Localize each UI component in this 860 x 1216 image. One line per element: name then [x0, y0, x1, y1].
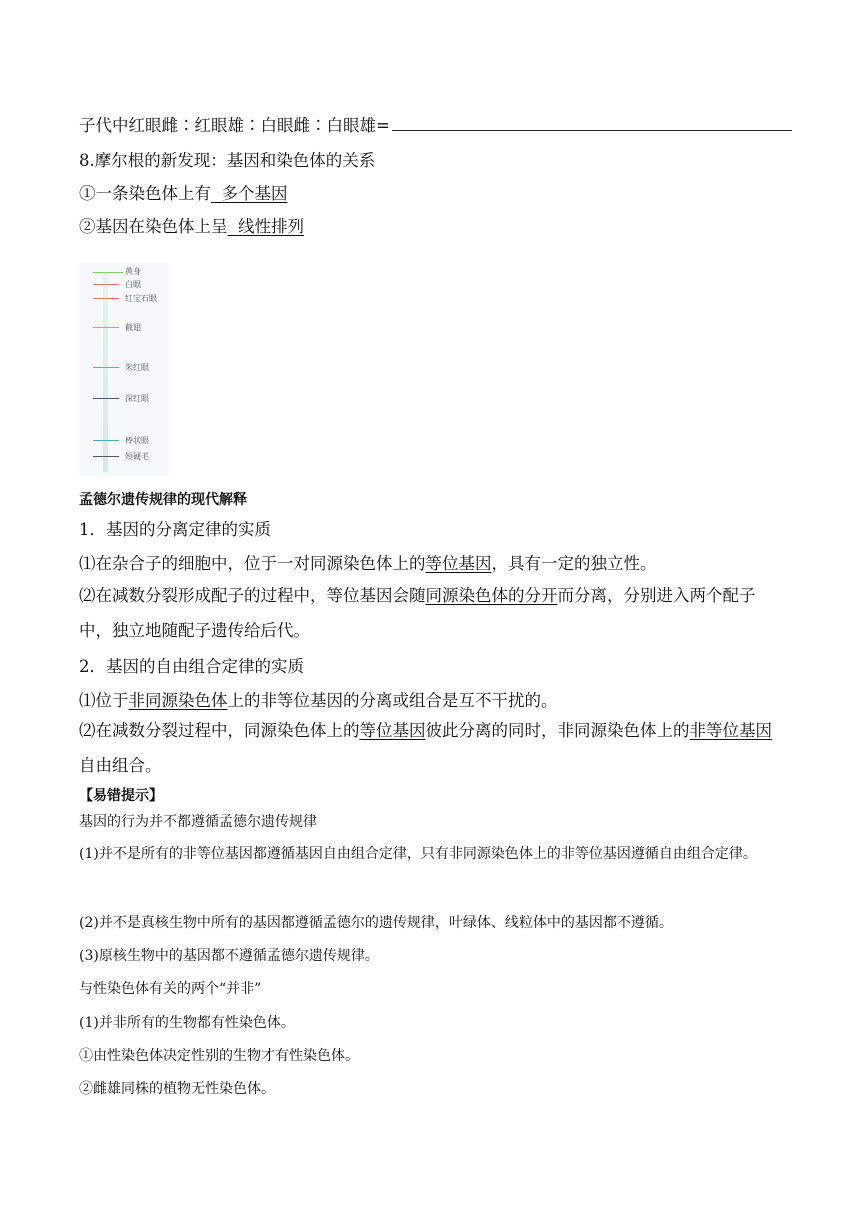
tip-line: 基因的行为并不都遵循孟德尔遗传规律	[79, 814, 317, 830]
text-span: 而分离，分别进入两个配子中，独立地随配子遗传给后代。	[79, 586, 756, 640]
answer-allele: 等位基因	[425, 554, 492, 573]
gene-band	[93, 298, 119, 299]
item-2-prefix: ②基因在染色体上呈	[79, 217, 228, 236]
text-span: 上的非等位基因的分离或组合是互不干扰的。	[227, 691, 558, 710]
segregation-point-2	[79, 578, 781, 648]
gene-label: 黄身	[125, 267, 141, 276]
tip-line: (2)并不是真核生物中所有的基因都遵循孟德尔的遗传规律，叶绿体、线粒体中的基因都不遵循。	[79, 915, 673, 931]
answer-allele-2: 等位基因	[359, 721, 426, 740]
gene-band	[93, 456, 119, 457]
gene-label: 红宝石眼	[125, 294, 157, 303]
text-span: 自由组合。	[79, 756, 162, 775]
text-span: ⑴位于	[79, 691, 129, 710]
gene-label: 棒状眼	[125, 436, 149, 445]
tip-line: ②雌雄同株的植物无性染色体。	[79, 1081, 275, 1097]
tip-line: ①由性染色体决定性别的生物才有性染色体。	[79, 1048, 359, 1064]
text-span: ，具有一定的独立性。	[491, 554, 657, 573]
text-span: 彼此分离的同时，非同源染色体上的	[425, 721, 690, 740]
gene-band	[93, 272, 123, 273]
answer-blank	[392, 114, 792, 131]
answer-homolog-separation: 同源染色体的分开	[425, 586, 558, 605]
text-span: ⑴在杂合子的细胞中，位于一对同源染色体上的	[79, 554, 426, 573]
gene-label: 白眼	[125, 280, 141, 289]
independent-assortment-title: 2．基因的自由组合定律的实质	[79, 657, 304, 676]
gene-label: 朱红眼	[125, 363, 149, 372]
assortment-point-1	[79, 687, 558, 711]
assortment-point-2	[79, 713, 781, 783]
segregation-point-1	[79, 550, 657, 574]
section-8-item-2	[79, 213, 304, 237]
tip-line: (1)并非所有的生物都有性染色体。	[79, 1015, 295, 1031]
gene-band	[93, 284, 119, 285]
tip-line: (1)并不是所有的非等位基因都遵循基因自由组合定律，只有非同源染色体上的非等位基因遵循自由组合定律。	[79, 846, 757, 862]
gene-band	[93, 440, 119, 441]
tip-line: (3)原核生物中的基因都不遵循孟德尔遗传规律。	[79, 948, 379, 964]
answer-non-allele: 非等位基因	[689, 721, 772, 740]
text-span: ⑵在减数分裂形成配子的过程中，等位基因会随	[79, 586, 426, 605]
section-8-title: 8.摩尔根的新发现：基因和染色体的关系	[79, 151, 376, 170]
chromosome-bar	[103, 272, 108, 472]
section-8-item-1	[79, 180, 288, 204]
segregation-law-title: 1．基因的分离定律的实质	[79, 520, 271, 539]
offspring-ratio-text: 子代中红眼雌∶红眼雄∶白眼雌∶白眼雄=	[79, 116, 390, 135]
offspring-ratio-line	[79, 112, 792, 136]
item-1-answer: 多个基因	[211, 184, 288, 203]
item-1-prefix: ①一条染色体上有	[79, 184, 211, 203]
answer-non-homologous: 非同源染色体	[128, 691, 228, 710]
tips-heading: 【易错提示】	[79, 788, 163, 804]
text-span: ⑵在减数分裂过程中，同源染色体上的	[79, 721, 360, 740]
gene-label: 短硬毛	[125, 452, 149, 461]
gene-label: 截翅	[125, 323, 141, 332]
tip-line: 与性染色体有关的两个“并非”	[79, 981, 262, 997]
chromosome-gene-map-figure	[79, 262, 169, 476]
gene-band	[93, 327, 119, 328]
gene-label: 深红眼	[125, 394, 149, 403]
gene-band	[93, 398, 119, 399]
gene-band	[93, 367, 119, 368]
modern-explanation-heading: 孟德尔遗传规律的现代解释	[79, 492, 247, 508]
item-2-answer: 线性排列	[227, 217, 304, 236]
